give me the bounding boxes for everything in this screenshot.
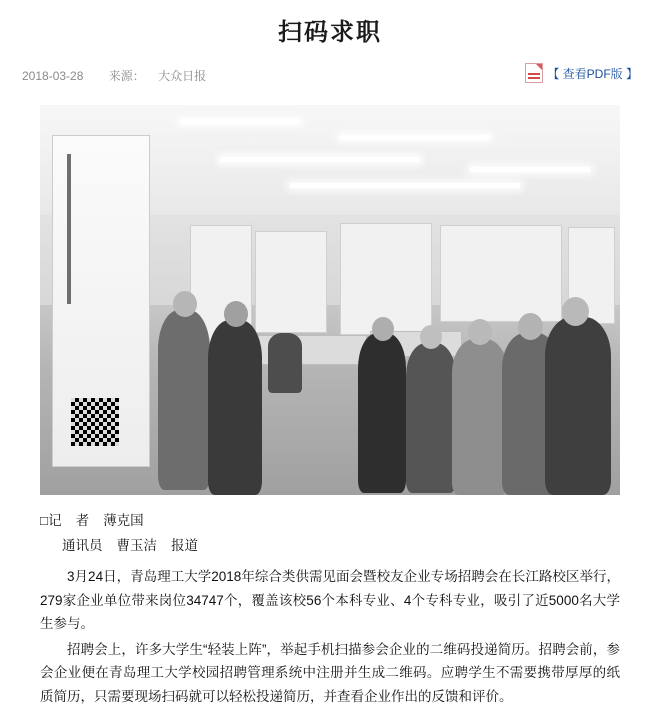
caption-reporter-role: 者 [75,513,90,528]
view-pdf-link[interactable]: 【 查看PDF版 】 [547,66,638,81]
caption-line-1 [40,509,620,534]
photo-standing-banner [52,135,150,467]
pdf-view-control[interactable] [525,61,638,85]
pdf-file-icon [525,63,543,83]
page-title: 扫码求职 [278,19,382,46]
caption-reporter-name: 薄克国 [103,513,144,528]
article-paragraph-2: 招聘会上，许多大学生“轻装上阵”，举起手机扫描参会企业的二维码投递简历。招聘会前，参会企业便在青岛理工大学校园招聘管理系统中注册并生成二维码。应聘学生不需要携带厚厚的纸质简历，只需要现场扫码就可以轻松投递简历，并查看企业作出的反馈和评价。 [40,641,620,705]
article-paragraph-1: 3月24日，青岛理工大学2018年综合类供需见面会暨校友企业专场招聘会在长江路校区举行，279家企业单位带来岗位34747个，覆盖该校56个本科专业、4个专科专业，吸引了近5000名大学生参与。 [40,568,620,632]
caption-report-suffix: 报道 [171,537,198,553]
article-meta-left [22,67,206,84]
caption-correspondent-name: 曹玉洁 [116,537,157,553]
caption-line-2 [40,534,620,559]
publish-date: 2018-03-28 [22,69,84,83]
source-label: 来源： [108,69,145,83]
photo-caption [40,509,620,559]
article-meta-bar [0,61,660,91]
article-body [40,565,620,709]
article-photo [40,105,620,495]
caption-reporter-prefix: □记 [40,513,62,528]
source-name: 大众日报 [158,69,207,83]
caption-correspondent-role: 通讯员 [62,537,103,553]
